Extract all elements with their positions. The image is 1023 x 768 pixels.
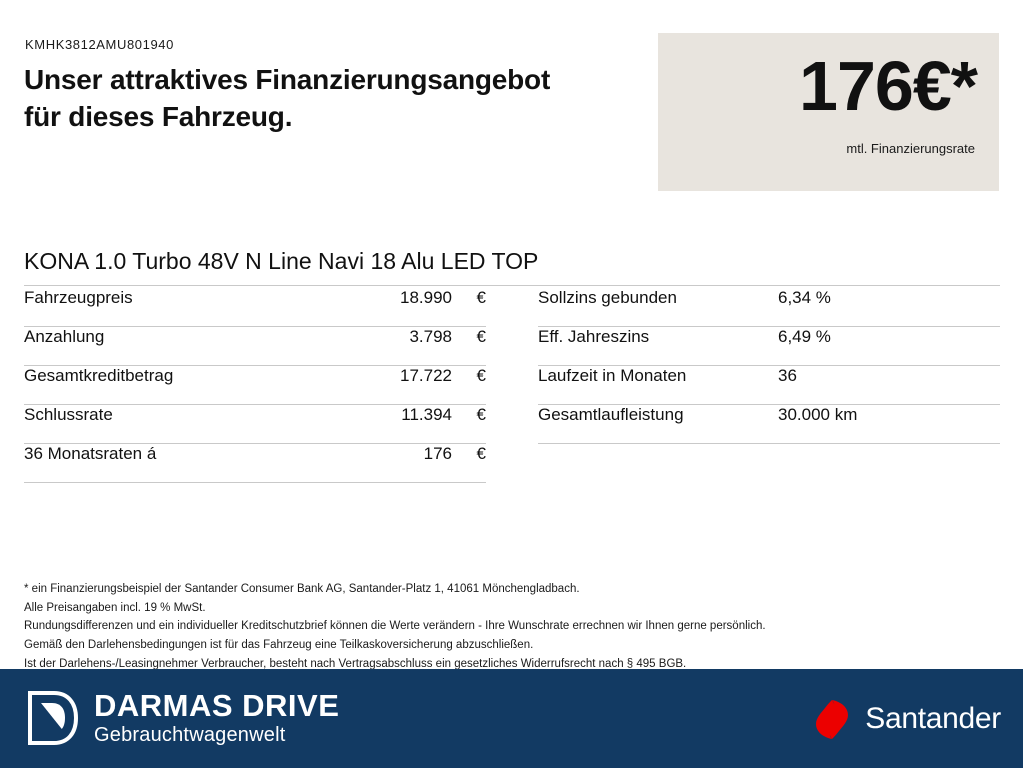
spec-label: Schlussrate [24,405,113,424]
spec-label: Eff. Jahreszins [538,327,650,346]
darmas-d-logo-icon [24,690,80,746]
spec-value: 30.000 km [778,405,858,424]
footnote-line: Gemäß den Darlehensbedingungen ist für das Fahrzeug eine Teilkaskoversicherung abzuschließen. [24,638,534,651]
table-row [538,366,1000,405]
monthly-rate-caption: mtl. Finanzierungsrate [846,141,975,156]
footnote-line: Alle Preisangaben incl. 19 % MwSt. [24,601,206,614]
monthly-rate-value: 176€* [799,47,977,125]
table-row [538,288,1000,327]
table-row [24,327,486,366]
spec-value: 176 [423,444,452,463]
footnote-line: * ein Finanzierungsbeispiel der Santander Consumer Bank AG, Santander-Platz 1, 41061 Mönchengladbach. [24,583,580,595]
spec-label: Anzahlung [24,327,105,346]
spec-value: 18.990 [400,288,452,307]
legal-footnotes [24,580,994,673]
spec-label: Gesamtlaufleistung [538,405,684,424]
spec-value: 11.394 [401,405,452,424]
table-row [24,366,486,405]
spec-value: 17.722 [400,366,452,385]
footer-bar [0,669,1023,768]
dealer-name-block [94,687,340,748]
spec-value: 6,49 % [778,327,831,346]
spec-unit: € [476,288,486,307]
santander-logo [809,696,1001,742]
footnote-line: Rundungsdifferenzen und ein individueller Kreditschutzbrief können die Werte verändern - Ihre Wunschrate errechnen wir Ihnen gerne persönlich. [24,620,766,633]
santander-flame-icon [809,696,855,742]
dealer-logo [24,687,340,748]
spec-label: Gesamtkreditbetrag [24,366,174,385]
footnote-line: Ist der Darlehens-/Leasingnehmer Verbraucher, besteht nach Vertragsabschluss ein gesetzliches Widerrufsrecht nach § 495 BGB. [24,657,687,670]
vehicle-title: KONA 1.0 Turbo 48V N Line Navi 18 Alu LED TOP [24,248,1000,286]
table-row [538,405,1000,444]
spec-value: 3.798 [409,327,452,346]
spec-value: 36 [778,366,797,385]
page-title [24,62,644,136]
santander-wordmark: Santander [865,701,1001,735]
page-title-line-1: Unser attraktives Finanzierungsangebot [24,64,551,95]
monthly-rate-box [658,33,999,191]
spec-unit: € [476,405,486,424]
table-row [538,327,1000,366]
specification-table [24,288,1000,483]
spec-label: 36 Monatsraten á [24,444,157,463]
dealer-tagline: Gebrauchtwagenwelt [94,724,286,747]
spec-label: Laufzeit in Monaten [538,366,687,385]
table-row [24,444,486,483]
vehicle-identification-number: KMHK3812AMU801940 [25,37,174,52]
specification-column-left [24,288,512,483]
spec-unit: € [476,327,486,346]
table-row [24,288,486,327]
page-title-line-2: für dieses Fahrzeug. [24,100,293,132]
spec-value: 6,34 % [778,288,831,307]
table-row [24,405,486,444]
spec-unit: € [476,366,486,385]
spec-label: Fahrzeugpreis [24,288,133,307]
table-row-empty [538,444,1000,483]
specification-column-right [512,288,1000,483]
dealer-name: DARMAS DRIVE [94,687,340,723]
spec-label: Sollzins gebunden [538,288,677,307]
spec-unit: € [476,444,486,463]
